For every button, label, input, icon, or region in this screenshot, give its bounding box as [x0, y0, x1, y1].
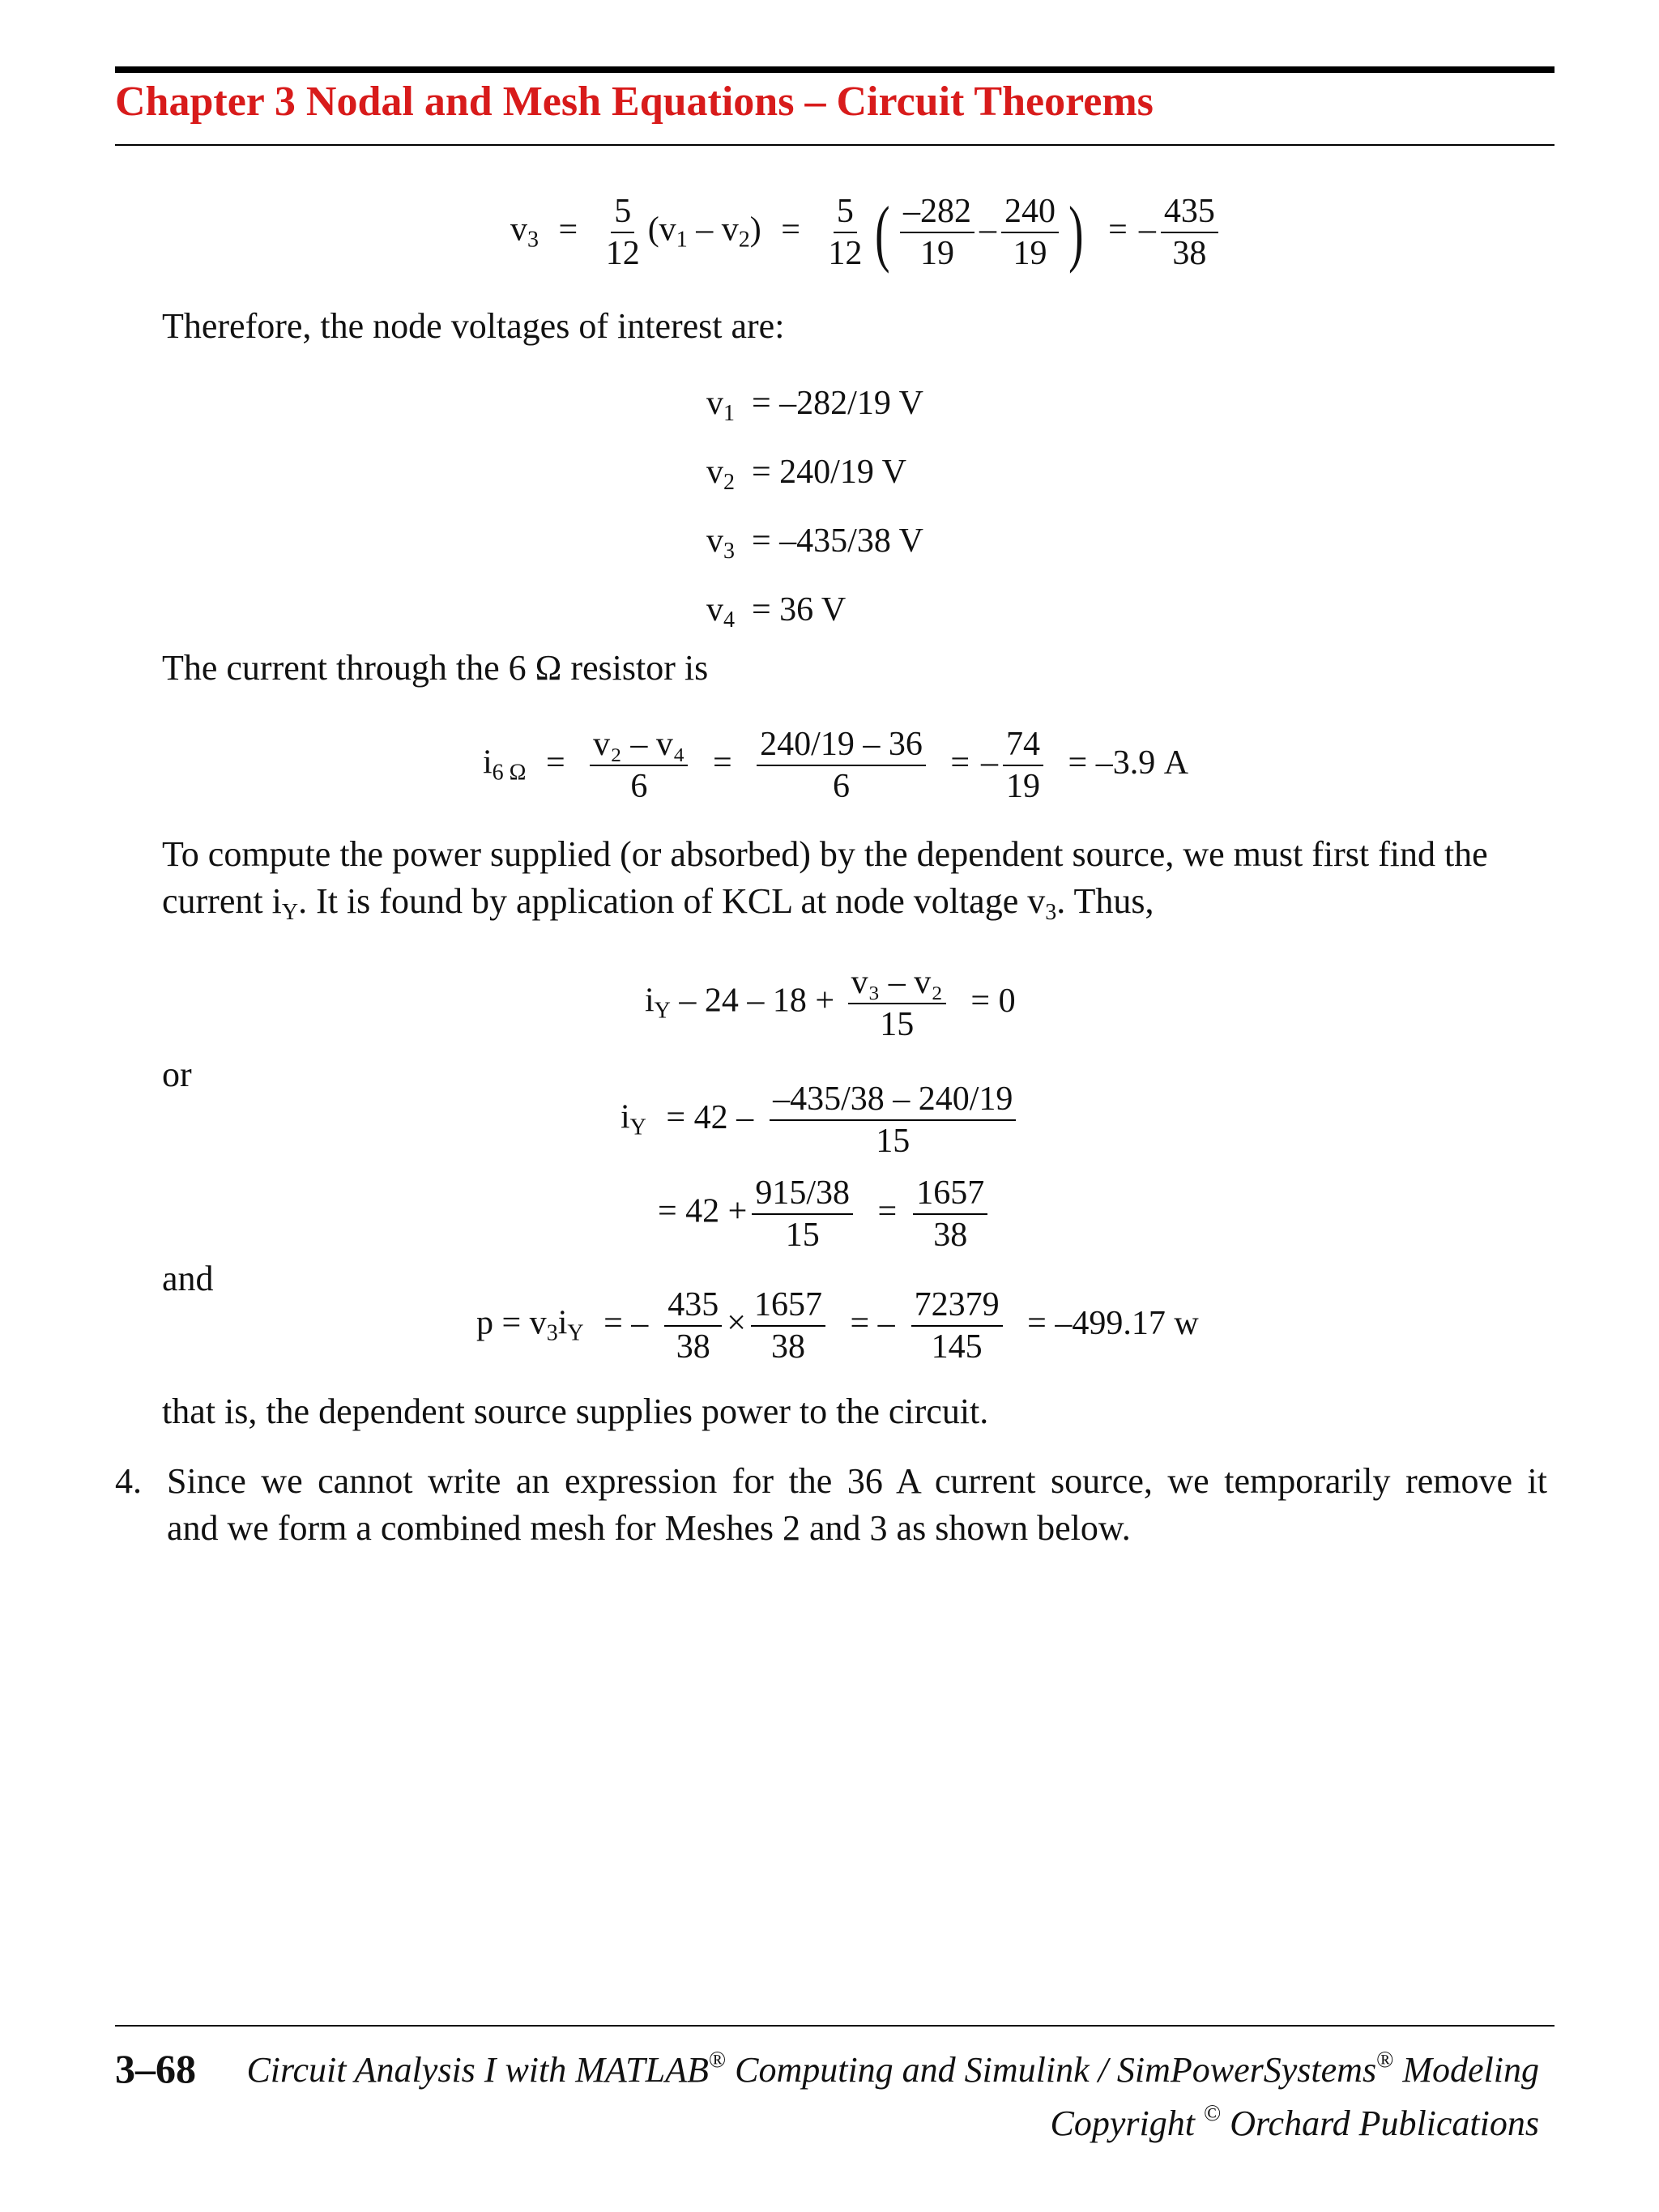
nv3-sub: 3 [723, 539, 735, 564]
eq1-fraction-2 [825, 193, 865, 272]
word-or: or [162, 1055, 192, 1094]
eq2-equals-3: = [950, 744, 970, 782]
footer-rule [115, 2025, 1555, 2027]
equation-i6 [483, 726, 1200, 805]
node-voltage-v3 [706, 512, 923, 581]
nv1-value: = –282/19 V [752, 385, 923, 422]
eq1-big-paren-close: ) [1068, 191, 1084, 274]
para3-current: current [162, 881, 272, 921]
nv2-sub: 2 [723, 470, 735, 495]
footer-book-b: Computing and Simulink / SimPowerSystems [726, 2050, 1377, 2090]
eq4-fraction [770, 1080, 1016, 1160]
para3-line1: To compute the power supplied (or absorbed) by the dependent source, we must first find the [162, 834, 1488, 874]
eq3-mid: – 24 – 18 + [670, 982, 843, 1020]
eq6-lhs: p = v [476, 1304, 547, 1342]
eq1-fraction-4 [1001, 193, 1059, 272]
header-top-rule [115, 66, 1555, 73]
eq2-result: = –3.9 A [1068, 744, 1189, 782]
nv2-value: = 240/19 V [752, 454, 906, 491]
eq5-fraction-2 [913, 1174, 987, 1254]
eq6-fraction-1 [664, 1286, 722, 1366]
nv4-var: v [706, 591, 723, 629]
eq4-mid: = 42 – [666, 1098, 754, 1136]
eq2-f1-den: 6 [630, 768, 648, 805]
eq5-equals: = [877, 1192, 898, 1230]
eq1-f4-den: 19 [1013, 235, 1047, 272]
eq6-lhs-sub2: Y [567, 1320, 584, 1346]
eq1-res-den: 38 [1172, 235, 1207, 272]
footer-copyright [1051, 2101, 1539, 2144]
eq2-f2-num: 240/19 – 36 [757, 726, 926, 766]
footer-copyright-sym: © [1204, 2101, 1222, 2126]
eq1-equals-3: = [1108, 211, 1128, 249]
item-4-line1: Since we cannot write an expression for the 36 A current source, we temporarily remove it [167, 1461, 1547, 1501]
eq6-fraction-2 [751, 1286, 825, 1366]
eq1-result-fraction [1161, 193, 1218, 272]
eq6-f1-den: 38 [676, 1328, 710, 1366]
footer-book-c: Modeling [1393, 2050, 1539, 2090]
eq1-result-sign: – [1138, 211, 1156, 249]
item-4-text [167, 1458, 1547, 1552]
para3-kcl: . It is found by application of KCL at node voltage [298, 881, 1028, 921]
eq3-rhs: = 0 [970, 982, 1016, 1020]
eq5-f2-den: 38 [933, 1217, 968, 1254]
eq3-lhs-sub: Y [654, 998, 671, 1024]
eq2-f1-num: v₂ – v₄ [590, 726, 688, 766]
node-voltage-v1 [706, 374, 923, 443]
eq2-equals: = [545, 744, 565, 782]
eq3-f-num: v₃ – v₂ [848, 964, 946, 1004]
paragraph-current-6ohm: The current through the 6 Ω resistor is [162, 648, 709, 688]
eq6-fraction-3 [911, 1286, 1003, 1366]
eq6-f2-num: 1657 [751, 1286, 825, 1327]
nv2-var: v [706, 454, 723, 491]
eq1-f3-num: –282 [900, 193, 975, 233]
node-voltage-list [706, 374, 923, 650]
page-number: 3–68 [115, 2046, 196, 2091]
nv3-var: v [706, 522, 723, 560]
nv4-value: = 36 V [752, 591, 847, 629]
footer-copyright-b: Orchard Publications [1221, 2103, 1539, 2143]
eq2-res-sign: – [981, 744, 999, 782]
paragraph-node-voltages-intro: Therefore, the node voltages of interest are: [162, 306, 785, 346]
eq5-f1-den: 15 [785, 1217, 820, 1254]
eq1-fraction-1 [603, 193, 643, 272]
para3-thus: . Thus, [1056, 881, 1154, 921]
eq6-result: = –499.17 w [1027, 1304, 1199, 1342]
nv1-var: v [706, 385, 723, 422]
eq2-fraction-2 [757, 726, 926, 805]
para3-line2 [162, 878, 1488, 936]
eq2-f2-den: 6 [832, 768, 850, 805]
header-bottom-rule [115, 144, 1555, 146]
eq5-f1-num: 915/38 [752, 1174, 853, 1215]
para3-v3-sub: 3 [1045, 900, 1057, 925]
eq1-big-paren-open: ( [875, 191, 890, 274]
eq6-lhs-sub1: 3 [546, 1320, 558, 1346]
footer-copyright-a: Copyright [1050, 2103, 1204, 2143]
eq6-times: × [727, 1304, 746, 1342]
eq2-lhs: i [483, 744, 493, 782]
nv4-sub: 4 [723, 607, 735, 633]
eq1-equals: = [558, 211, 578, 249]
eq1-mid-minus: – [979, 211, 997, 249]
eq3-lhs: i [645, 982, 655, 1020]
eq1-f1-den: 12 [605, 235, 640, 272]
eq5-fraction-1 [752, 1174, 853, 1254]
para3-iy: i [271, 881, 282, 921]
eq1-lhs-sub: 3 [527, 227, 539, 253]
eq3-f-den: 15 [880, 1006, 915, 1043]
eq6-f3-num: 72379 [911, 1286, 1003, 1327]
eq1-res-num: 435 [1161, 193, 1218, 233]
eq6-equals-2: = – [850, 1304, 895, 1342]
para3-iy-sub: Y [281, 900, 299, 925]
equation-iy-2 [658, 1174, 992, 1254]
eq1-minus-v: – v [687, 211, 739, 249]
equation-iy-1 [621, 1080, 1021, 1160]
eq6-f3-den: 145 [931, 1328, 983, 1366]
node-voltage-v2 [706, 443, 923, 512]
eq6-f1-num: 435 [664, 1286, 722, 1327]
equation-v3 [510, 193, 1223, 272]
eq1-v2-sub: 2 [738, 227, 750, 253]
eq5-mid: = 42 + [658, 1192, 748, 1230]
eq6-lhs-mid: i [557, 1304, 568, 1342]
eq5-f2-num: 1657 [913, 1174, 987, 1215]
paragraph-power-conclusion: that is, the dependent source supplies power to the circuit. [162, 1392, 989, 1431]
word-and: and [162, 1259, 214, 1298]
eq1-f4-num: 240 [1001, 193, 1059, 233]
eq2-equals-2: = [712, 744, 732, 782]
eq4-f-num: –435/38 – 240/19 [770, 1080, 1016, 1121]
eq3-fraction [848, 964, 946, 1043]
eq1-f2-num: 5 [834, 193, 857, 233]
eq1-f1-num: 5 [611, 193, 634, 233]
footer-reg-2: ® [1376, 2048, 1394, 2073]
para3-v3: v [1027, 881, 1046, 921]
paragraph-power-intro [162, 831, 1488, 936]
eq2-fraction-1 [590, 726, 688, 805]
eq1-paren-close: ) [749, 211, 761, 249]
eq2-fraction-3 [1003, 726, 1043, 805]
equation-power [476, 1286, 1210, 1366]
chapter-title: Chapter 3 Nodal and Mesh Equations – Circuit Theorems [115, 79, 1154, 125]
nv1-sub: 1 [723, 401, 735, 426]
eq4-lhs-sub: Y [629, 1115, 646, 1140]
eq1-fraction-3 [900, 193, 975, 272]
eq1-f2-den: 12 [828, 235, 863, 272]
footer-book-a: Circuit Analysis I with MATLAB [246, 2050, 709, 2090]
node-voltage-v4 [706, 581, 923, 650]
eq4-lhs: i [621, 1098, 630, 1136]
eq2-f3-num: 74 [1003, 726, 1043, 766]
eq4-f-den: 15 [876, 1123, 911, 1160]
eq2-f3-den: 19 [1006, 768, 1041, 805]
nv3-value: = –435/38 V [752, 522, 923, 560]
footer-book-title [246, 2048, 1539, 2091]
eq6-equals: = – [603, 1304, 649, 1342]
footer-reg-1: ® [708, 2048, 727, 2073]
eq1-equals-2: = [781, 211, 800, 249]
eq1-paren-open: (v [647, 211, 676, 249]
item-4-line2: and we form a combined mesh for Meshes 2 and 3 as shown below. [167, 1508, 1131, 1548]
eq1-v1-sub: 1 [676, 227, 688, 253]
equation-kcl [645, 964, 1027, 1043]
eq2-lhs-sub: 6 Ω [492, 760, 527, 786]
eq6-f2-den: 38 [770, 1328, 805, 1366]
item-4-number: 4. [115, 1461, 142, 1501]
eq1-f3-den: 19 [920, 235, 955, 272]
eq1-lhs: v [510, 211, 527, 249]
